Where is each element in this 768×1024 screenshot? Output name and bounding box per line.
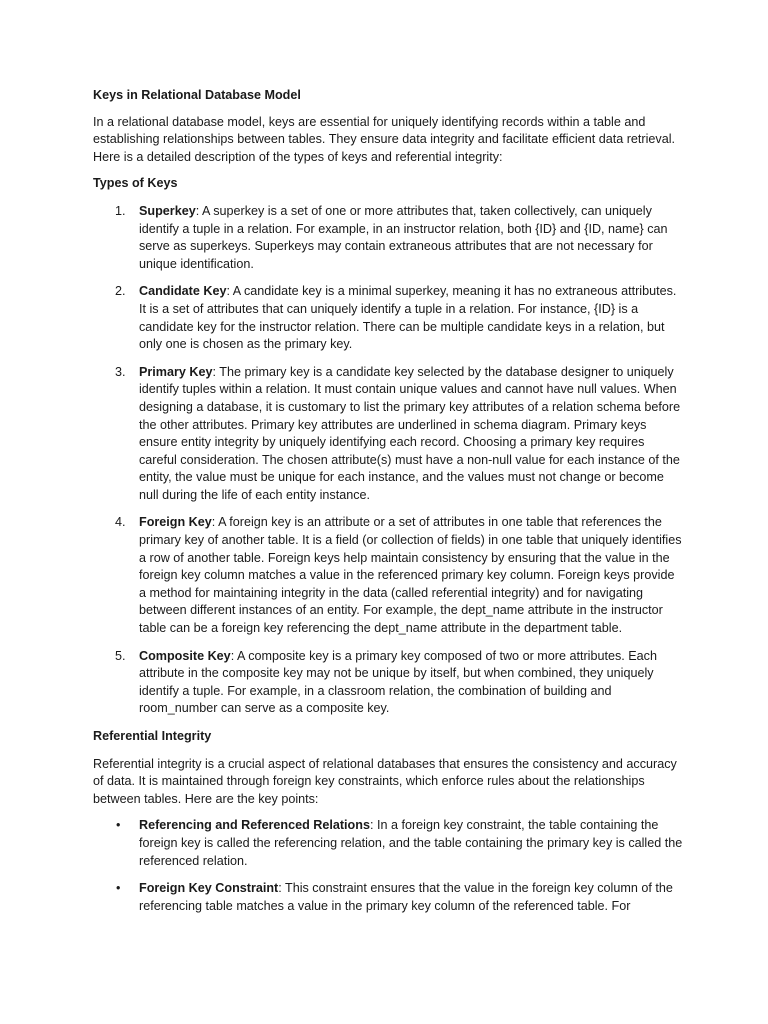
key-item-composite-key [93, 648, 683, 718]
list-number: 2. [115, 284, 126, 299]
key-item-foreign-key [93, 514, 683, 637]
bullet-icon: • [116, 818, 121, 833]
list-number: 3. [115, 364, 126, 379]
point-item-referencing-relations [93, 817, 683, 870]
key-description: : The primary key is a candidate key selected by the database designer to uniquely identify tuples within a relation. It must contain unique values and cannot have null values. When designing a database, it is customary to list the primary key attributes of a relation schema before the other attributes. Primary key attributes are underlined in schema diagram. Primary keys ensure entity integrity by uniquely identifying each record. Choosing a primary key requires careful consideration. The chosen attribute(s) must have a non-null value for each instance of the entity, the value must be unique for each instance, and the values must not change or become null during the life of each entity instance. [139, 364, 681, 502]
key-description: : A foreign key is an attribute or a set of attributes in one table that references the primary key of another table. It is a field (or collection of fields) in one table that uniquely identifies a row of another table. Foreign keys help maintain consistency by ensuring that the value in the foreign key column matches a value in the referenced primary key column. Foreign keys provide a method for maintaining integrity in the data (called referential integrity) and for navigating between different instances of an entity. For example, the dept_name attribute in the instructor table can be a foreign key referencing the dept_name attribute in the department table. [139, 515, 682, 636]
key-item-candidate-key [93, 283, 683, 353]
point-term: Referencing and Referenced Relations [139, 818, 370, 833]
point-description: : In a foreign key constraint, the table containing the foreign key is called the referencing relation, and the table containing the primary key is called the referenced relation. [139, 818, 683, 868]
key-term: Composite Key [139, 648, 231, 663]
list-number: 5. [115, 648, 126, 663]
key-term: Foreign Key [139, 515, 212, 530]
document-title: Keys in Relational Database Model [93, 88, 301, 102]
key-item-superkey [93, 203, 683, 273]
key-term: Superkey [139, 203, 196, 218]
point-term: Foreign Key Constraint [139, 881, 279, 896]
key-term: Primary Key [139, 364, 213, 379]
key-description: : A composite key is a primary key composed of two or more attributes. Each attribute in the composite key may not be unique by itself, but when combined, they uniquely identify a tuple. For example, in a classroom relation, the combination of building and room_number can serve as a composite key. [139, 648, 657, 716]
types-of-keys-heading: Types of Keys [93, 176, 178, 191]
list-number: 4. [115, 515, 126, 530]
bullet-icon: • [116, 881, 121, 896]
key-item-primary-key [93, 364, 683, 505]
key-description: : A superkey is a set of one or more attributes that, taken collectively, can uniquely identify a tuple in a relation. For example, in an instructor relation, both {ID} and {ID, name} can serve as superkeys. Superkeys may contain extraneous attributes that are not necessary for unique identification. [139, 203, 668, 271]
intro-paragraph: In a relational database model, keys are essential for uniquely identifying records within a table and establishing relationships between tables. They ensure data integrity and facilitate efficient data retrieval. Here is a detailed description of the types of keys and referential integrity: [93, 114, 675, 164]
keys-list [93, 203, 683, 718]
list-number: 1. [115, 203, 126, 218]
point-item-foreign-key-constraint [93, 880, 683, 915]
key-term: Candidate Key [139, 284, 227, 299]
document-page [93, 87, 683, 925]
referential-integrity-heading: Referential Integrity [93, 729, 212, 743]
referential-integrity-intro: Referential integrity is a crucial aspect of relational databases that ensures the consistency and accuracy of data. It is maintained through foreign key constraints, which enforce rules about the relationships between tables. Here are the key points: [93, 756, 677, 806]
point-description: : This constraint ensures that the value in the foreign key column of the referencing table matches a value in the primary key column of the referenced table. For [139, 881, 673, 913]
key-description: : A candidate key is a minimal superkey, meaning it has no extraneous attributes. It is a set of attributes that can uniquely identify a tuple in a relation. For instance, {ID} is a candidate key for the instructor relation. There can be multiple candidate keys in a relation, but only one is chosen as the primary key. [139, 284, 677, 352]
referential-points-list [93, 817, 683, 915]
